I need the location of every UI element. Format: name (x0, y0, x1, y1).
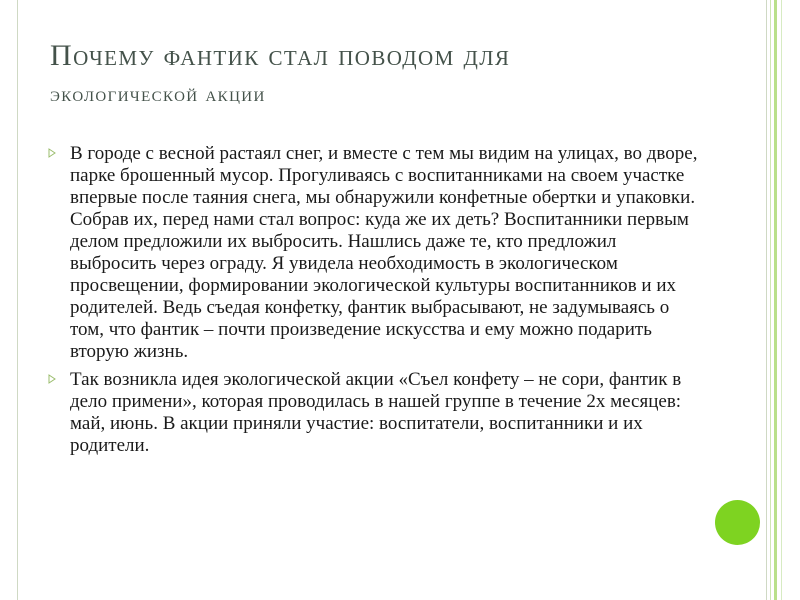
slide-body (48, 143, 698, 463)
paragraph-text: Так возникла идея экологической акции «Съел конфету – не сори, фантик в дело примени», которая проводилась в нашей группе в течение 2х месяцев: май, июнь. В акции приняли участие: воспитатели, воспитанники и их родители. (70, 369, 682, 456)
bullet-icon (48, 148, 56, 158)
slide-title (50, 38, 750, 112)
decorative-circle (715, 500, 760, 545)
decorative-rule (770, 0, 771, 600)
decorative-rule (781, 0, 782, 600)
paragraph (48, 369, 698, 457)
bullet-icon (48, 374, 56, 384)
decorative-rule (774, 0, 777, 600)
paragraph-text: В городе с весной растаял снег, и вместе с тем мы видим на улицах, во дворе, парке брошенный мусор. Прогуливаясь с воспитанниками на своем участке впервые после таяния снега, мы обнаружили конфетные обертки и упаковки. Собрав их, перед нами стал вопрос: куда же их деть? Воспитанники первым делом предложили их выбросить. Нашлись даже те, кто предложил выбросить через ограду. Я увидела необходимость в экологическом просвещении, формировании экологической культуры воспитанников и их родителей. Ведь съедая конфетку, фантик выбрасывают, не задумываясь о том, что фантик – почти произведение искусства и ему можно подарить вторую жизнь. (70, 143, 698, 362)
paragraph (48, 143, 698, 363)
title-line-2: экологической акции (50, 81, 266, 106)
title-line-1: Почему фантик стал поводом для (50, 39, 511, 72)
